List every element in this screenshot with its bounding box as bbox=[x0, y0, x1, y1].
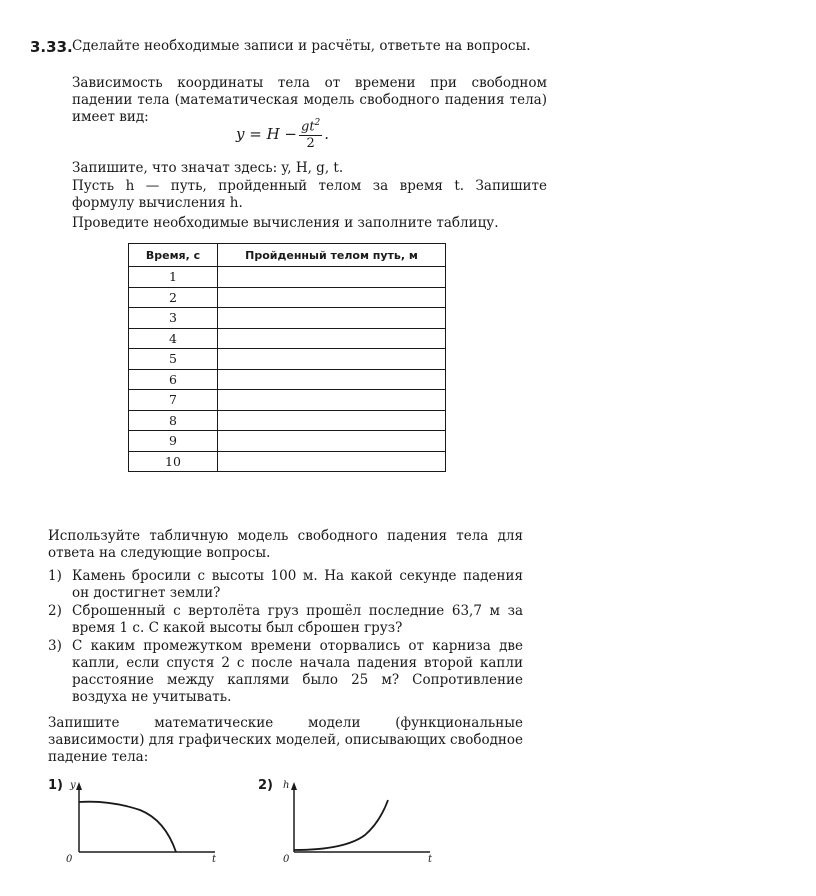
let-h-text: Пусть h — путь, пройденный телом за время t. Запишите формулу вычисления h. bbox=[72, 178, 547, 211]
problem-number: 3.33. bbox=[30, 38, 73, 56]
graph-2-label: 2) bbox=[258, 778, 273, 793]
graph-2-origin: 0 bbox=[283, 854, 290, 865]
graph-1-label: 1) bbox=[48, 778, 63, 793]
time-cell: 6 bbox=[129, 369, 218, 390]
table-row bbox=[129, 369, 446, 390]
graph-2 bbox=[285, 780, 435, 855]
problem-intro: Сделайте необходимые записи и расчёты, ответьте на вопросы. bbox=[72, 38, 531, 54]
graph-1-svg bbox=[70, 780, 220, 855]
time-cell: 8 bbox=[129, 410, 218, 431]
time-cell: 4 bbox=[129, 328, 218, 349]
graph-1 bbox=[70, 780, 220, 855]
table-row bbox=[129, 410, 446, 431]
write-means-text: Запишите, что значат здесь: y, H, g, t. bbox=[72, 160, 344, 176]
table-row bbox=[129, 267, 446, 288]
do-calc-text: Проведите необходимые вычисления и заполните таблицу. bbox=[72, 215, 499, 231]
fall-formula bbox=[236, 115, 329, 152]
time-cell: 1 bbox=[129, 267, 218, 288]
formula-lhs: y = H − bbox=[236, 124, 297, 143]
graph-2-y-label: h bbox=[283, 780, 290, 791]
question-text: Камень бросили с высоты 100 м. На какой секунде падения он достигнет земли? bbox=[72, 568, 523, 601]
path-cell[interactable] bbox=[218, 431, 446, 452]
time-cell: 7 bbox=[129, 390, 218, 411]
path-cell[interactable] bbox=[218, 287, 446, 308]
questions-list bbox=[48, 568, 523, 707]
time-cell: 2 bbox=[129, 287, 218, 308]
formula-denominator: 2 bbox=[306, 136, 315, 152]
time-cell: 3 bbox=[129, 308, 218, 329]
graph-2-x-label: t bbox=[428, 854, 433, 865]
table-row bbox=[129, 349, 446, 370]
graph-1-y-arrow bbox=[76, 782, 82, 790]
formula-numerator bbox=[299, 115, 322, 136]
table-row bbox=[129, 451, 446, 472]
formula-exponent: 2 bbox=[314, 118, 321, 128]
path-cell[interactable] bbox=[218, 328, 446, 349]
graph-1-x-label: t bbox=[212, 854, 217, 865]
path-cell[interactable] bbox=[218, 390, 446, 411]
path-cell[interactable] bbox=[218, 308, 446, 329]
table-header-row bbox=[129, 244, 446, 267]
time-cell: 10 bbox=[129, 451, 218, 472]
path-cell[interactable] bbox=[218, 369, 446, 390]
question-text: С каким промежутком времени оторвались от карниза две капли, если спустя 2 с после начала падения второй капли расстояние между каплями было 25 м? Сопротивление воздуха не учитывать. bbox=[72, 638, 523, 705]
path-cell[interactable] bbox=[218, 451, 446, 472]
fall-table bbox=[128, 243, 446, 472]
formula-fraction bbox=[299, 115, 322, 152]
dependency-text: Зависимость координаты тела от времени при свободном падении тела (математическая модель свободного падения тела) имеет вид: bbox=[72, 75, 547, 125]
question-number: 3) bbox=[48, 638, 62, 654]
use-table-text: Используйте табличную модель свободного падения тела для ответа на следующие вопросы. bbox=[48, 528, 523, 561]
numerator-text: gt bbox=[301, 119, 315, 135]
graph-1-curve bbox=[79, 802, 176, 852]
write-models-text: Запишите математические модели (функциональные зависимости) для графических моделей, описывающих свободное падение тела: bbox=[48, 715, 523, 765]
table-row bbox=[129, 287, 446, 308]
graph-1-y-label: y bbox=[70, 780, 76, 791]
graph-2-curve bbox=[294, 800, 388, 850]
table-row bbox=[129, 390, 446, 411]
header-path: Пройденный телом путь, м bbox=[218, 244, 446, 267]
question-text: Сброшенный с вертолёта груз прошёл последние 63,7 м за время 1 с. С какой высоты был сброшен груз? bbox=[72, 603, 523, 636]
question-item bbox=[48, 568, 523, 602]
table-row bbox=[129, 431, 446, 452]
question-item bbox=[48, 638, 523, 706]
question-number: 1) bbox=[48, 568, 62, 584]
header-time: Время, с bbox=[129, 244, 218, 267]
path-cell[interactable] bbox=[218, 349, 446, 370]
question-item bbox=[48, 603, 523, 637]
path-cell[interactable] bbox=[218, 410, 446, 431]
time-cell: 5 bbox=[129, 349, 218, 370]
question-number: 2) bbox=[48, 603, 62, 619]
time-cell: 9 bbox=[129, 431, 218, 452]
graph-1-origin: 0 bbox=[66, 854, 73, 865]
table-row bbox=[129, 308, 446, 329]
path-cell[interactable] bbox=[218, 267, 446, 288]
graph-2-svg bbox=[285, 780, 435, 855]
graph-2-y-arrow bbox=[291, 782, 297, 790]
table-row bbox=[129, 328, 446, 349]
formula-tail: . bbox=[324, 124, 330, 143]
